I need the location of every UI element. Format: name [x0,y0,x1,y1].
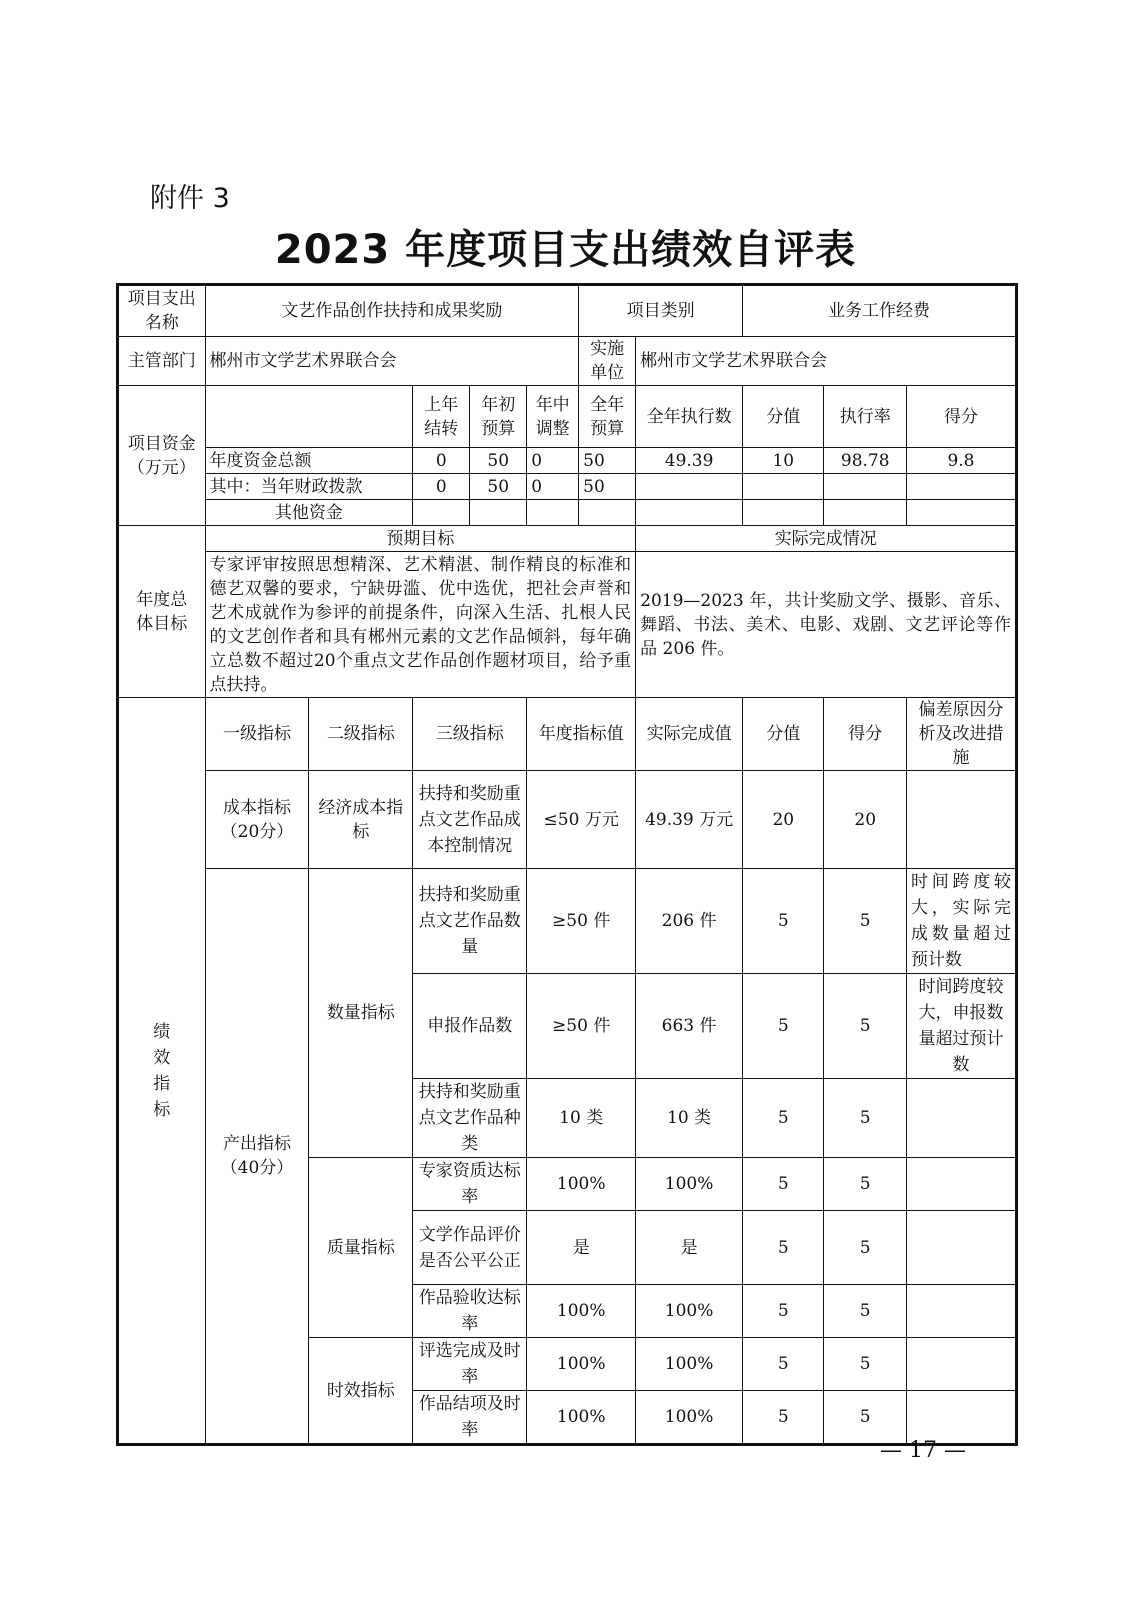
funds-cell: 0 [413,474,470,500]
indicator-header: 分值 [743,698,824,771]
funds-row [118,448,1017,474]
cost-level2: 经济成本指标 [309,771,413,869]
funds-row-label: 其他资金 [205,500,413,526]
funds-cell: 0 [413,448,470,474]
cost-target: ≤50 万元 [527,771,636,869]
output-score-value: 5 [743,1338,824,1391]
funds-cell [527,500,579,526]
funds-cell: 50 [579,474,636,500]
project-name-label: 项目支出名称 [118,285,206,337]
output-actual: 是 [636,1211,743,1285]
funds-cell: 49.39 [636,448,743,474]
output-actual: 100% [636,1338,743,1391]
output-note [906,1338,1016,1391]
implementing-unit-value: 郴州市文学艺术界联合会 [636,337,1017,386]
funds-cell [906,500,1016,526]
funds-row-label: 其中：当年财政拨款 [205,474,413,500]
funds-cell [743,500,824,526]
funds-header: 得分 [906,386,1016,448]
funds-cell [413,500,470,526]
expected-goal-text: 专家评审按照思想精深、艺术精湛、制作精良的标准和德艺双馨的要求，宁缺毋滥、优中选优，把社会声誉和艺术成就作为参评的前提条件，向深入生活、扎根人民的文艺创作者和具有郴州元素的文艺作品倾斜，每年确立总数不超过20个重点文艺作品创作题材项目，给予重点扶持。 [205,552,636,698]
funds-cell: 50 [470,474,527,500]
department-label: 主管部门 [118,337,206,386]
output-score: 5 [824,1391,906,1445]
output-note: 时间跨度较大，实际完成数量超过预计数 [906,869,1016,974]
indicator-header: 实际完成值 [636,698,743,771]
output-note [906,1079,1016,1158]
funds-cell: 10 [743,448,824,474]
funds-cell: 0 [527,474,579,500]
output-target: 100% [527,1391,636,1445]
output-level3: 专家资质达标率 [413,1158,527,1211]
output-level3: 申报作品数 [413,974,527,1079]
department-value: 郴州市文学艺术界联合会 [205,337,579,386]
funds-cell [636,474,743,500]
output-score: 5 [824,1211,906,1285]
cost-level1: 成本指标（20分） [205,771,309,869]
funds-cell: 50 [470,448,527,474]
output-actual: 663 件 [636,974,743,1079]
output-level3: 作品结项及时率 [413,1391,527,1445]
project-category-label: 项目类别 [579,285,743,337]
output-level2: 质量指标 [309,1158,413,1338]
output-level2: 时效指标 [309,1338,413,1445]
output-target: 100% [527,1285,636,1338]
funds-header: 年中调整 [527,386,579,448]
funds-cell [636,500,743,526]
output-score: 5 [824,1338,906,1391]
output-actual: 100% [636,1391,743,1445]
output-target: 100% [527,1338,636,1391]
output-score: 5 [824,1158,906,1211]
funds-header: 全年执行数 [636,386,743,448]
project-name-row [118,285,1017,337]
funds-header-row [118,386,1017,448]
cost-level3: 扶持和奖励重点文艺作品成本控制情况 [413,771,527,869]
goals-content-row [118,552,1017,698]
indicator-row [118,771,1017,869]
output-actual: 10 类 [636,1079,743,1158]
funds-cell: 9.8 [906,448,1016,474]
performance-label-text: 绩效指标 [153,1021,171,1120]
indicator-header: 偏差原因分析及改进措施 [906,698,1016,771]
expected-goal-header: 预期目标 [205,526,636,552]
funds-cell [743,474,824,500]
output-level3: 作品验收达标率 [413,1285,527,1338]
actual-completion-header: 实际完成情况 [636,526,1017,552]
funds-label: 项目资金（万元） [118,386,206,526]
output-target: ≥50 件 [527,869,636,974]
indicator-header: 三级指标 [413,698,527,771]
output-actual: 206 件 [636,869,743,974]
project-category-value: 业务工作经费 [743,285,1017,337]
funds-cell [824,500,906,526]
output-target: ≥50 件 [527,974,636,1079]
output-score-value: 5 [743,974,824,1079]
funds-header: 年初预算 [470,386,527,448]
indicator-header: 得分 [824,698,906,771]
output-target: 是 [527,1211,636,1285]
indicator-header-row [118,698,1017,771]
department-row [118,337,1017,386]
indicator-header: 二级指标 [309,698,413,771]
cost-note [906,771,1016,869]
funds-cell: 98.78 [824,448,906,474]
funds-header: 执行率 [824,386,906,448]
output-actual: 100% [636,1285,743,1338]
output-score-value: 5 [743,1391,824,1445]
output-note: 时间跨度较大，申报数量超过预计数 [906,974,1016,1079]
funds-header-blank [205,386,413,448]
output-level1: 产出指标（40分） [205,869,309,1445]
output-score: 5 [824,1285,906,1338]
output-score: 5 [824,974,906,1079]
output-target: 10 类 [527,1079,636,1158]
output-note [906,1285,1016,1338]
output-level3: 扶持和奖励重点文艺作品种类 [413,1079,527,1158]
self-evaluation-table [116,283,1018,1446]
output-level3: 文学作品评价是否公平公正 [413,1211,527,1285]
funds-header: 全年预算 [579,386,636,448]
cost-actual: 49.39 万元 [636,771,743,869]
output-score: 5 [824,869,906,974]
funds-row [118,500,1017,526]
output-score-value: 5 [743,1211,824,1285]
cost-score: 20 [824,771,906,869]
funds-cell [579,500,636,526]
funds-cell: 50 [579,448,636,474]
output-score-value: 5 [743,1285,824,1338]
output-note [906,1211,1016,1285]
goals-header-row [118,526,1017,552]
attachment-label: 附件 3 [150,183,230,214]
funds-cell [470,500,527,526]
indicator-header: 年度指标值 [527,698,636,771]
page-title: 2023 年度项目支出绩效自评表 [274,227,857,273]
project-name-value: 文艺作品创作扶持和成果奖励 [205,285,579,337]
output-target: 100% [527,1158,636,1211]
output-score-value: 5 [743,1158,824,1211]
output-note [906,1158,1016,1211]
funds-row-label: 年度资金总额 [205,448,413,474]
indicator-header: 一级指标 [205,698,309,771]
output-actual: 100% [636,1158,743,1211]
output-level2: 数量指标 [309,869,413,1158]
implementing-unit-label: 实施单位 [579,337,636,386]
funds-row [118,474,1017,500]
output-level3: 扶持和奖励重点文艺作品数量 [413,869,527,974]
output-level3: 评选完成及时率 [413,1338,527,1391]
output-score: 5 [824,1079,906,1158]
performance-label [118,698,206,1445]
funds-cell [906,474,1016,500]
funds-header: 上年结转 [413,386,470,448]
indicator-row [118,869,1017,974]
funds-header: 分值 [743,386,824,448]
funds-cell [824,474,906,500]
funds-cell: 0 [527,448,579,474]
goals-label-text: 年度总体目标 [136,589,188,634]
cost-score-value: 20 [743,771,824,869]
output-note [906,1391,1016,1445]
page-number: — 17 — [880,1438,966,1463]
output-score-value: 5 [743,1079,824,1158]
actual-completion-text: 2019—2023 年，共计奖励文学、摄影、音乐、舞蹈、书法、美术、电影、戏剧、文艺评论等作品 206 件。 [636,552,1017,698]
goals-label [118,526,206,698]
output-score-value: 5 [743,869,824,974]
